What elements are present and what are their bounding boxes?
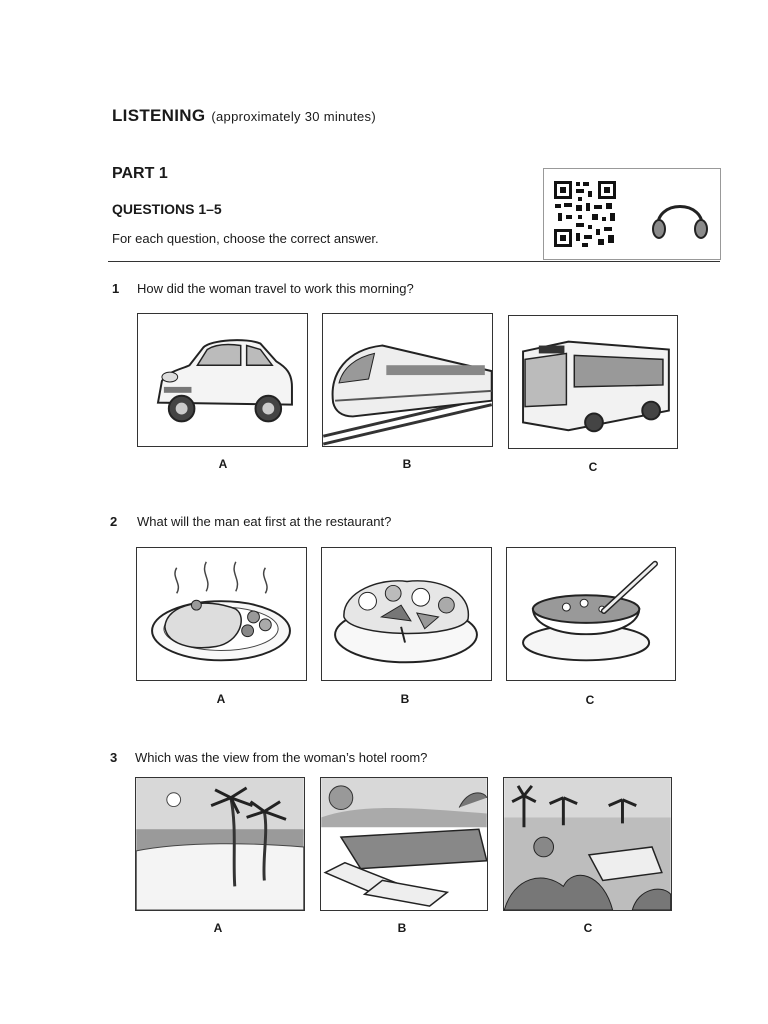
pool-icon [321,778,487,910]
q1-option-c-image[interactable] [508,315,678,449]
q3-option-a-image[interactable] [135,777,305,911]
audio-resource-box [543,168,721,260]
q3-option-c-image[interactable] [503,777,672,911]
instructions: For each question, choose the correct answer. [112,231,379,246]
questions-heading: QUESTIONS 1–5 [112,201,222,217]
headphones-icon[interactable] [648,183,712,245]
q1-option-b-label: B [402,457,412,471]
section-title-text: LISTENING [112,106,206,125]
question-2-number: 2 [110,514,118,529]
question-1-number: 1 [112,281,120,296]
divider [108,261,720,262]
q1-option-b-image[interactable] [322,313,493,447]
q2-option-a-image[interactable] [136,547,307,681]
q3-option-a-label: A [213,921,223,935]
salad-icon [322,548,491,680]
q1-option-c-label: C [588,460,598,474]
car-icon [138,314,307,446]
q3-option-b-label: B [397,921,407,935]
q2-option-b-label: B [400,692,410,706]
q2-option-a-label: A [216,692,226,706]
question-3-text: Which was the view from the woman’s hotel room? [135,750,428,765]
beach-icon [136,778,304,910]
roast-chicken-icon [137,548,306,680]
soup-icon [507,548,675,680]
part-heading: PART 1 [112,165,168,182]
q2-option-b-image[interactable] [321,547,492,681]
qr-code-icon[interactable] [552,179,618,249]
q2-option-c-label: C [585,693,595,707]
q1-option-a-image[interactable] [137,313,308,447]
bus-icon [509,316,677,448]
q1-option-a-label: A [218,457,228,471]
train-icon [323,314,492,446]
q3-option-c-label: C [583,921,593,935]
question-2-text: What will the man eat first at the restaurant? [137,514,392,529]
garden-icon [504,778,671,910]
section-title [112,106,376,126]
question-1-text: How did the woman travel to work this morning? [137,281,414,296]
section-duration: (approximately 30 minutes) [211,109,376,124]
q2-option-c-image[interactable] [506,547,676,681]
question-3-number: 3 [110,750,118,765]
q3-option-b-image[interactable] [320,777,488,911]
